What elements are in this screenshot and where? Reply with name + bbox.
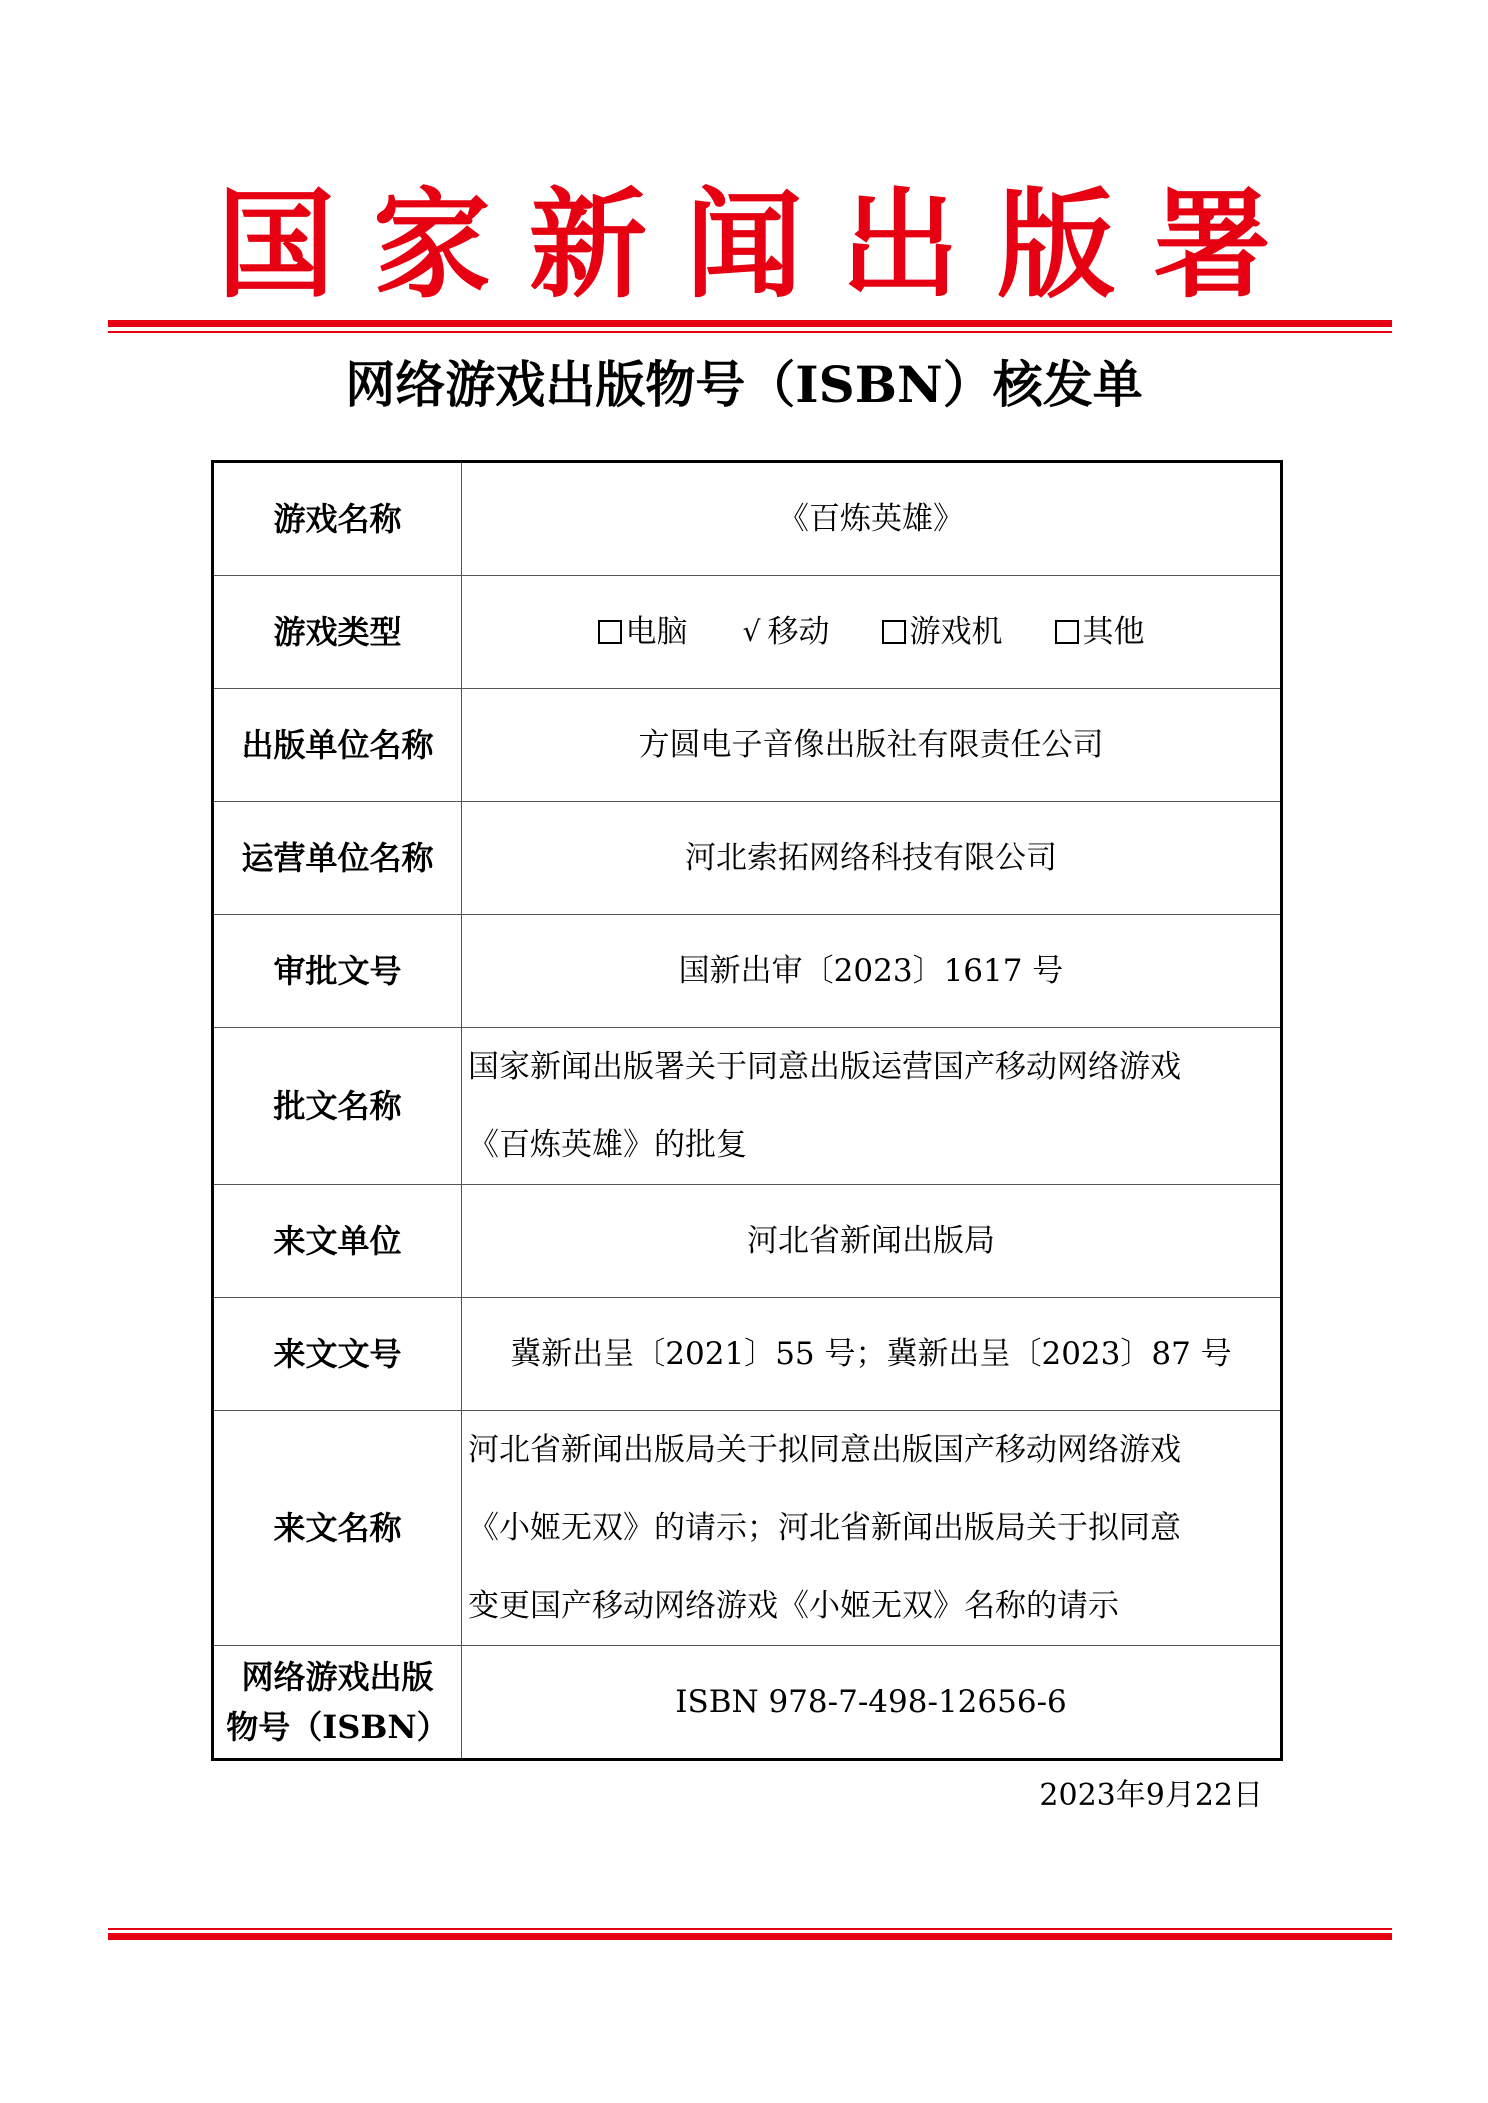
type-option-pc <box>598 607 688 657</box>
header-divider-thin <box>108 331 1392 333</box>
form-row-operator <box>213 802 1282 915</box>
operator-value: 河北索拓网络科技有限公司 <box>462 802 1282 915</box>
issuer-char: 新 <box>528 175 647 314</box>
field-label: 游戏名称 <box>213 462 462 576</box>
form-row-game-name <box>213 462 1282 576</box>
issue-date: 2023年9月22日 <box>1039 1778 1263 1813</box>
field-label: 出版单位名称 <box>213 689 462 802</box>
source-title-line: 变更国产移动网络游戏《小姬无双》名称的请示 <box>468 1588 1119 1624</box>
header-divider <box>108 320 1392 327</box>
issuer-char: 版 <box>997 175 1116 314</box>
publisher-value: 方圆电子音像出版社有限责任公司 <box>462 689 1282 802</box>
isbn-form-table <box>211 460 1283 1761</box>
issuer-char: 国 <box>216 175 335 314</box>
form-row-source-no <box>213 1298 1282 1411</box>
field-label: 审批文号 <box>213 915 462 1028</box>
checkmark-icon: √ <box>742 615 761 648</box>
isbn-label-line: 网络游戏出版 <box>241 1658 434 1696</box>
game-type-options <box>462 607 1280 657</box>
approval-title-line: 《百炼英雄》的批复 <box>468 1127 747 1163</box>
checkbox-icon <box>598 620 622 644</box>
field-label: 运营单位名称 <box>213 802 462 915</box>
form-row-approval-no <box>213 915 1282 1028</box>
approval-title-line: 国家新闻出版署关于同意出版运营国产移动网络游戏 <box>468 1049 1181 1085</box>
issuer-char: 署 <box>1153 175 1272 314</box>
type-option-label: 电脑 <box>625 614 688 650</box>
field-label: 来文名称 <box>213 1411 462 1646</box>
form-row-publisher <box>213 689 1282 802</box>
type-option-console <box>882 607 1003 657</box>
document-title: 网络游戏出版物号（ISBN）核发单 <box>345 355 1143 414</box>
game-name-value: 《百炼英雄》 <box>462 462 1282 576</box>
footer-divider-thin <box>108 1928 1392 1930</box>
checkbox-icon <box>882 620 906 644</box>
isbn-value: ISBN 978-7-498-12656-6 <box>462 1646 1282 1760</box>
issuer-char: 闻 <box>684 175 803 314</box>
type-option-label: 移动 <box>767 614 830 650</box>
form-row-game-type <box>213 576 1282 689</box>
type-option-mobile <box>740 607 830 657</box>
footer-divider <box>108 1933 1392 1940</box>
issuer-char: 家 <box>372 175 491 314</box>
type-option-label: 游戏机 <box>909 614 1003 650</box>
source-unit-value: 河北省新闻出版局 <box>462 1185 1282 1298</box>
isbn-label-line: 物号（ISBN） <box>226 1708 449 1746</box>
checkbox-icon <box>1055 620 1079 644</box>
form-row-source-unit <box>213 1185 1282 1298</box>
field-label: 来文文号 <box>213 1298 462 1411</box>
source-title-value <box>462 1411 1282 1646</box>
source-no-value: 冀新出呈〔2021〕55 号；冀新出呈〔2023〕87 号 <box>462 1298 1282 1411</box>
game-type-value <box>462 576 1282 689</box>
field-label: 批文名称 <box>213 1028 462 1185</box>
approval-no-value: 国新出审〔2023〕1617 号 <box>462 915 1282 1028</box>
form-row-isbn <box>213 1646 1282 1760</box>
type-option-other <box>1055 607 1145 657</box>
source-title-line: 河北省新闻出版局关于拟同意出版国产移动网络游戏 <box>468 1432 1181 1468</box>
source-title-line: 《小姬无双》的请示；河北省新闻出版局关于拟同意 <box>468 1510 1181 1546</box>
field-label: 游戏类型 <box>213 576 462 689</box>
form-row-source-title <box>213 1411 1282 1646</box>
type-option-label: 其他 <box>1082 614 1145 650</box>
approval-title-value <box>462 1028 1282 1185</box>
issuer-char: 出 <box>841 175 960 314</box>
issuer-header <box>0 170 1488 320</box>
field-label: 来文单位 <box>213 1185 462 1298</box>
field-label <box>213 1646 462 1760</box>
form-row-approval-title <box>213 1028 1282 1185</box>
